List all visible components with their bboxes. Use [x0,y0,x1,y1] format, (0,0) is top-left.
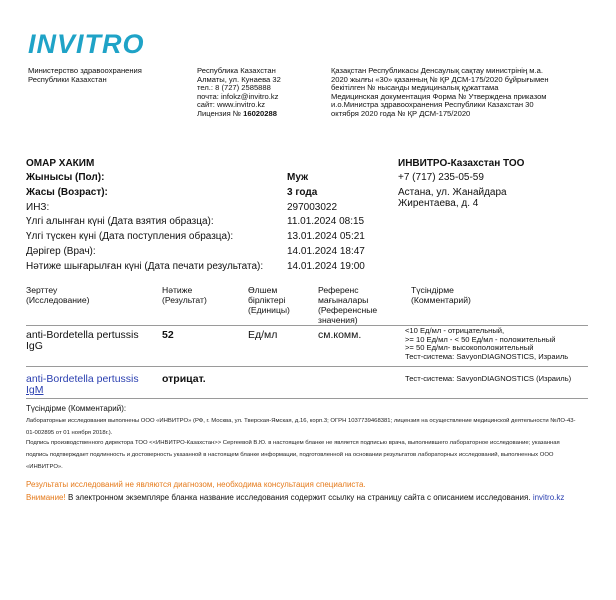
header-units-line: бірліктері [248,295,286,305]
header-test-line: Зерттеу [26,285,58,295]
header-result [162,285,207,305]
lab-info [26,415,591,439]
inz-value: 297003022 [287,202,338,213]
header-result-line: (Результат) [162,295,207,305]
order-line: и.о.Министра здравоохранения Республики Казахстан 30 [331,100,534,110]
attention-note [26,493,564,503]
signature-info [26,437,591,473]
test-name-suffix: IgG [26,340,43,352]
header-comment [411,285,471,305]
signature-info-line: подпись подтверждает подлинность и достоверность указанной в настоящем бланке информации, подготовленной на основании результатов лабораторных исследований, выполненных ООО [26,452,554,458]
age-value: 3 года [287,187,318,198]
comment-line: Тест-система: SavyonDIAGNOSTICS, Израиль [405,351,569,361]
inz-label: ИНЗ: [26,202,50,213]
signature-info-line: «ИНВИТРО». [26,464,63,470]
address-block [197,67,281,119]
sample-taken-value: 11.01.2024 08:15 [287,216,365,227]
header-units-line: (Единицы) [248,305,290,315]
lab-phone: +7 (717) 235-05-59 [398,172,484,183]
doctor-label: Дәрігер (Врач): [26,246,96,257]
comment-line: >= 10 Ед/мл - < 50 Ед/мл - положительный [405,334,556,344]
license-number: 16020288 [243,108,277,118]
comment-line: Тест-система: SavyonDIAGNOSTICS (Израиль) [405,374,572,383]
test-link[interactable]: anti-Bordetella pertussis [26,373,139,385]
license-label: Лицензия № [197,108,241,118]
license-line [197,110,281,119]
attention-label: Внимание! [26,493,66,502]
result-value: 52 [162,329,174,341]
table-divider [26,398,588,399]
address-line: почта: infokz@invitro.kz [197,91,279,101]
units-value: Ед/мл [248,329,278,341]
lab-info-line: 01-002895 от 01 ноября 2018г.). [26,430,113,436]
sex-value: Муж [287,172,309,183]
header-units-line: Өлшем [248,285,278,295]
lab-address-line: Жирентаева, д. 4 [398,198,479,209]
results-warning: Результаты исследований не являются диагнозом, необходима консультация специалиста. [26,480,366,489]
signature-info-line: Подпись производственного директора ТОО <<ИНВИТРО-Казахстан>> Сергеевой В.Ю. в настоящем бланке не является подписью врача, выполнившего лабораторное исследование; указанная [26,440,560,446]
comment-block [405,327,568,361]
comment-block [405,375,571,384]
header-reference-line: Референс [318,285,359,295]
order-line: Қазақстан Республикасы Денсаулық сақтау министрінің м.а. [331,66,543,75]
test-link-suffix[interactable]: IgM [26,384,44,396]
lab-address-line: Астана, ул. Жанайдара [398,187,507,198]
invitro-logo: INVITRO [28,29,145,59]
header-reference-line: (Референсные [318,305,378,315]
doctor-value: 14.01.2024 18:47 [287,246,365,257]
comment-line: >= 50 Ед/мл- высокоположительный [405,343,534,352]
header-reference-line: значения) [318,315,358,325]
order-block [331,67,549,119]
header-reference-line: мағыналары [318,295,369,305]
sample-taken-label: Үлгі алынған күні (Дата взятия образца): [26,216,214,227]
age-label: Жасы (Возраст): [26,187,108,198]
header-test [26,285,89,305]
sample-received-value: 13.01.2024 05:21 [287,231,365,242]
site-link[interactable]: invitro.kz [532,493,565,502]
order-line: Медицинская документация Форма № Утверждена приказом [331,91,547,101]
print-date-label: Нәтиже шығарылған күні (Дата печати результата): [26,261,264,272]
ministry-line: Министерство здравоохранения [28,66,142,75]
sample-received-label: Үлгі түскен күні (Дата поступления образца): [26,231,234,242]
address-line: тел.: 8 (727) 2585888 [197,83,271,93]
attention-text: В электронном экземпляре бланка название исследования содержит ссылку на страницу сайта с описанием исследования. [65,493,533,502]
lab-name: ИНВИТРО-Казахстан ТОО [398,158,525,169]
result-value: отрицат. [162,373,206,385]
reference-value: см.комм. [318,329,362,341]
order-line: октября 2020 года № ҚР ДСМ-175/2020 [331,108,471,118]
address-line: сайт: www.invitro.kz [197,100,266,110]
table-divider [26,366,588,367]
order-line: 2020 жылғы «30» қазанның № ҚР ДСМ-175/2020 бұйрығымен [331,74,549,84]
ministry-block [28,67,142,84]
header-reference [318,285,377,325]
print-date-value: 14.01.2024 19:00 [287,261,365,272]
lab-info-line: Лабораторные исследования выполнены ООО «ИНВИТРО» (РФ, г. Москва, ул. Тверская-Ямская, д.16, корп.3; ОГРН 1037739468381; лицензия на осуществление медицинской деятельности №ЛО-43- [26,418,576,424]
header-result-line: Нәтиже [162,285,193,295]
comment-title: Түсіндірме (Комментарий): [26,404,127,413]
header-comment-line: (Комментарий) [411,295,471,305]
sex-label: Жынысы (Пол): [26,172,105,183]
order-line: бекітілген № нысанды медициналық құжаттама [331,83,499,93]
address-line: Алматы, ул. Кунаева 32 [197,74,281,84]
address-line: Республика Казахстан [197,66,276,75]
patient-name: ОМАР ХАКИМ [26,158,95,169]
test-name: anti-Bordetella pertussis [26,329,139,341]
ministry-line: Республики Казахстан [28,74,107,84]
header-units [248,285,290,315]
header-test-line: (Исследование) [26,295,90,305]
comment-line: <10 Ед/мл - отрицательный, [405,326,505,335]
header-comment-line: Түсіндірме [411,285,454,295]
